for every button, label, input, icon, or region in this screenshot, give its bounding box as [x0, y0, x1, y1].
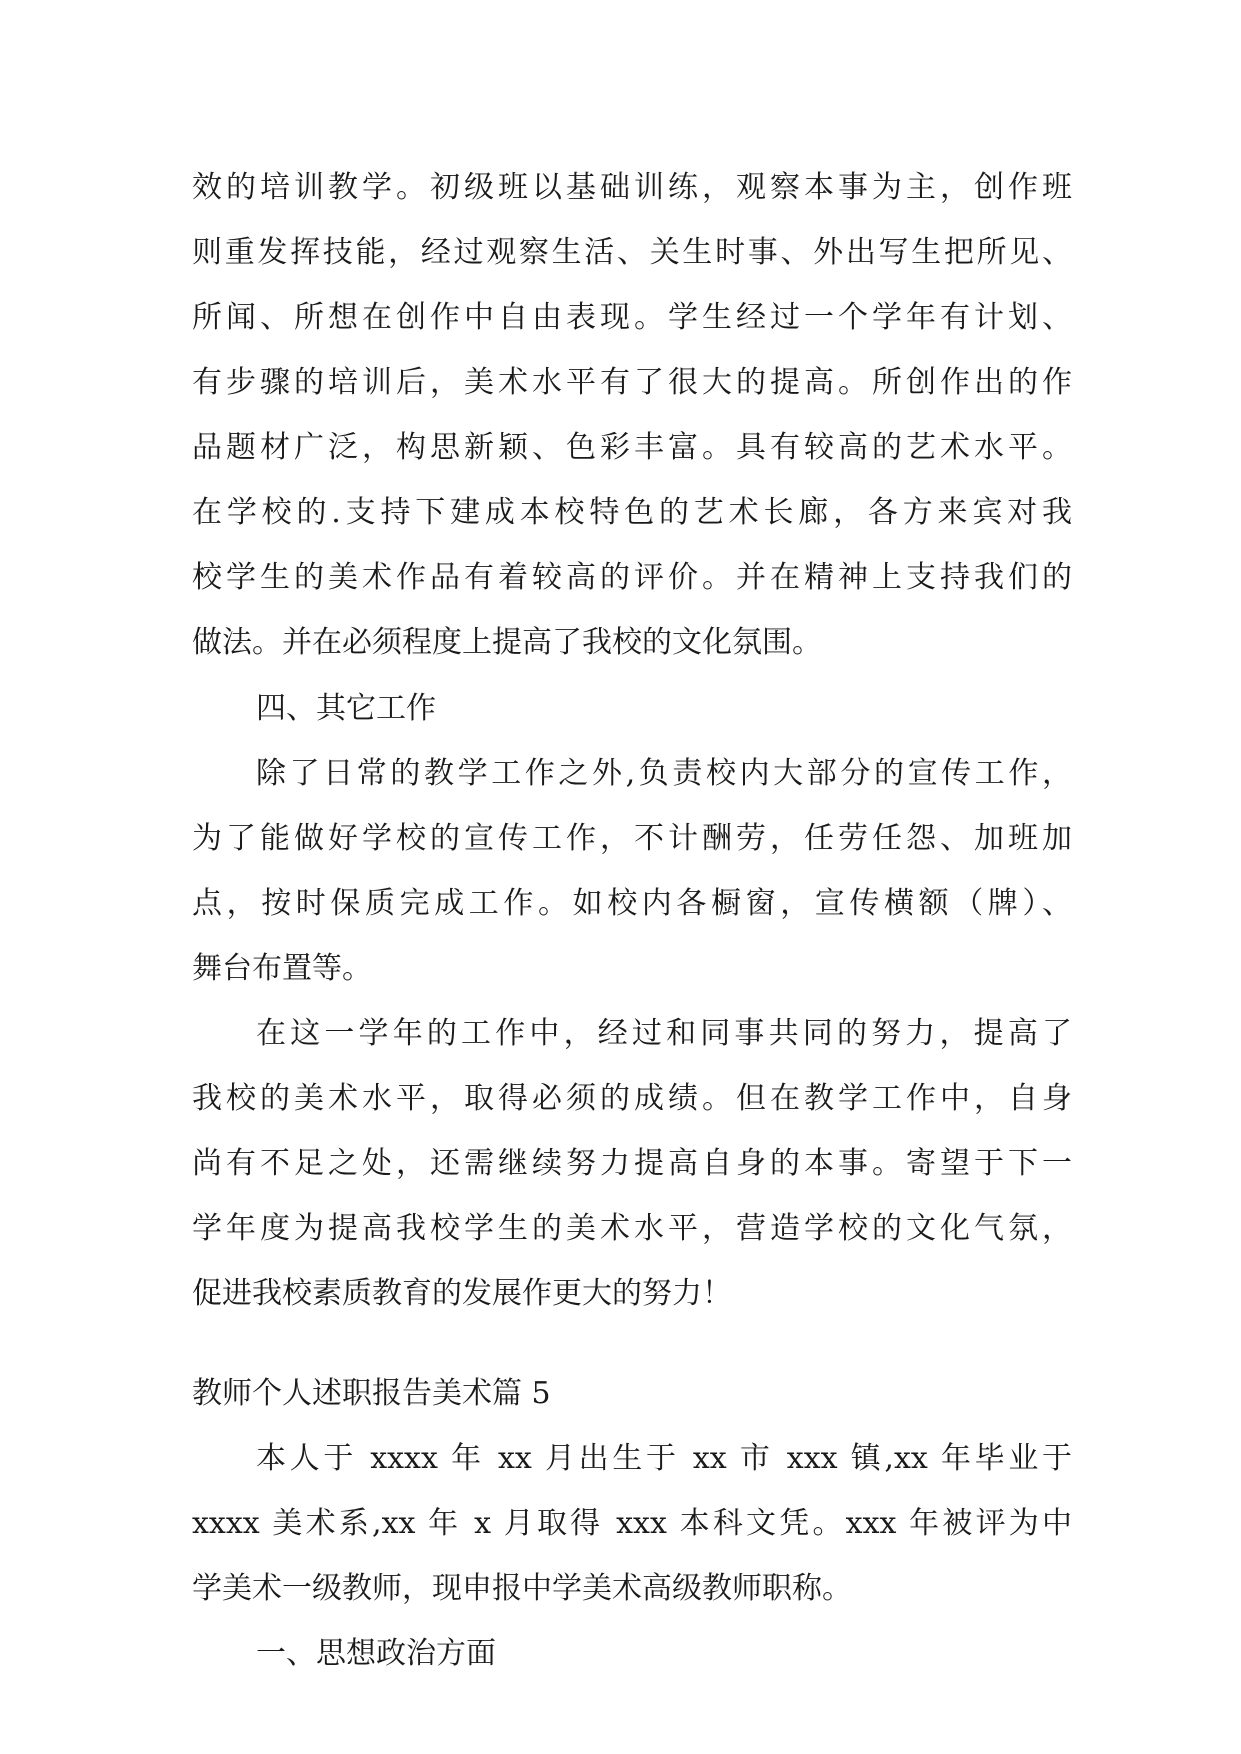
paragraph-line: 所闻、所想在创作中自由表现。学生经过一个学年有计划、 [192, 300, 1072, 335]
paragraph-line: 有步骤的培训后，美术水平有了很大的提高。所创作出的作 [192, 365, 1072, 400]
paragraph-line: 尚有不足之处，还需继续努力提高自身的本事。寄望于下一 [192, 1146, 1072, 1181]
paragraph-line: 我校的美术水平，取得必须的成绩。但在教学工作中，自身 [192, 1081, 1072, 1116]
paragraph-line: 学年度为提高我校学生的美术水平，营造学校的文化气氛， [192, 1211, 1072, 1246]
paragraph-line: 为了能做好学校的宣传工作，不计酬劳，任劳任怨、加班加 [192, 821, 1072, 856]
paragraph-line: 舞台布置等。 [192, 951, 372, 986]
paragraph-line: 则重发挥技能，经过观察生活、关生时事、外出写生把所见、 [192, 235, 1072, 270]
paragraph-line: 校学生的美术作品有着较高的评价。并在精神上支持我们的 [192, 560, 1072, 595]
paragraph-line: xxxx 美术系,xx 年 x 月取得 xxx 本科文凭。xxx 年被评为中 [192, 1506, 1072, 1541]
paragraph-line: 品题材广泛，构思新颖、色彩丰富。具有较高的艺术水平。 [192, 430, 1072, 465]
paragraph-line: 学美术一级教师，现申报中学美术高级教师职称。 [192, 1571, 852, 1606]
paragraph-line: 效的培训教学。初级班以基础训练，观察本事为主，创作班 [192, 170, 1072, 205]
paragraph-line: 做法。并在必须程度上提高了我校的文化氛围。 [192, 625, 822, 660]
paragraph-line: 促进我校素质教育的发展作更大的努力！ [192, 1276, 732, 1311]
paragraph-line: 除了日常的教学工作之外,负责校内大部分的宣传工作， [256, 756, 1072, 791]
article-title: 教师个人述职报告美术篇 5 [192, 1376, 551, 1411]
paragraph-line: 在这一学年的工作中，经过和同事共同的努力，提高了 [256, 1016, 1072, 1051]
paragraph-line: 在学校的.支持下建成本校特色的艺术长廊，各方来宾对我 [192, 495, 1072, 530]
section-heading: 四、其它工作 [256, 691, 436, 726]
section-heading: 一、思想政治方面 [256, 1636, 496, 1671]
paragraph-line: 本人于 xxxx 年 xx 月出生于 xx 市 xxx 镇,xx 年毕业于 [256, 1441, 1072, 1476]
paragraph-line: 点，按时保质完成工作。如校内各橱窗，宣传横额（牌）、 [192, 886, 1072, 921]
